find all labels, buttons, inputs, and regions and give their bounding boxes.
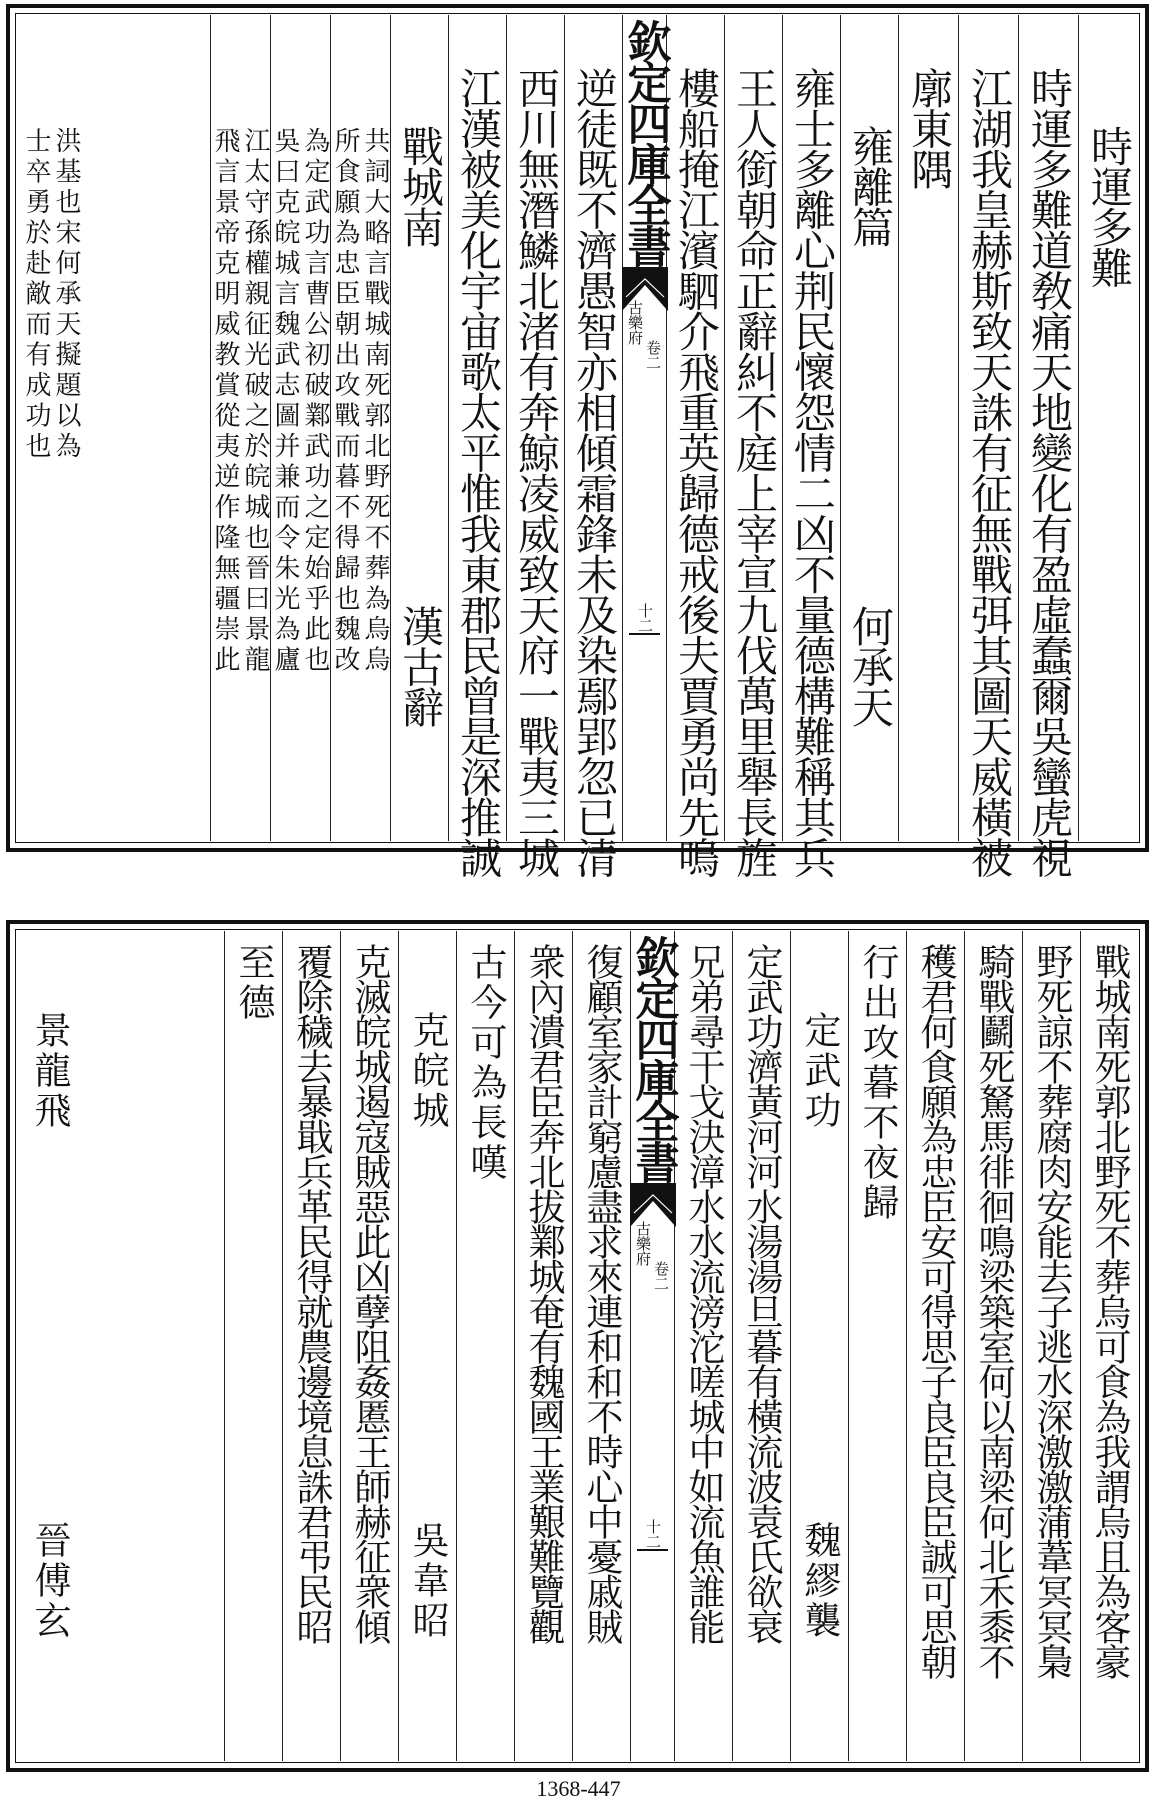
verse-line: 野死諒不葬腐肉安能去子逃水深激激蒲葦冥冥梟 xyxy=(1030,943,1073,1678)
bottom-col-5 xyxy=(848,931,906,1761)
center-divider xyxy=(629,633,660,635)
top-col-3 xyxy=(958,15,1018,877)
bottom-col-2 xyxy=(1022,931,1080,1761)
top-col-9 xyxy=(564,15,622,877)
bottom-page xyxy=(6,920,1149,1772)
commentary-line: 為定武功言曹公初破鄴武功之定始乎此也 xyxy=(300,127,330,676)
verse-line: 兄弟尋干戈決漳水水流滂沱嗟城中如流魚誰能 xyxy=(682,943,725,1643)
poem-author: 漢古辭 xyxy=(396,605,445,727)
verse-line: 逆徒既不濟愚智亦相傾霜鋒未及染鄢郢忽已清 xyxy=(570,67,619,877)
bottom-col-12 xyxy=(398,931,456,1761)
top-commentary-a xyxy=(330,15,390,841)
commentary-line: 江太守孫權親征光破之於皖城也晉曰景龍 xyxy=(240,127,270,676)
bottom-col-15 xyxy=(224,931,282,1761)
page-number: 十二 xyxy=(644,1519,662,1549)
poem-title: 克皖城 xyxy=(406,1011,449,1131)
verse-line: 樓船掩江濱駟介飛重英歸德戒後夫賈勇尚先鳴 xyxy=(672,67,721,877)
verse-line: 廓東隅 xyxy=(905,67,954,189)
top-col-7 xyxy=(724,15,782,877)
poem-title: 景龍飛 xyxy=(28,1011,71,1131)
top-center-column xyxy=(619,15,671,841)
bottom-col-9 xyxy=(572,931,630,1761)
bottom-col-16 xyxy=(17,931,224,1761)
top-page-columns xyxy=(17,15,1138,877)
poem-title: 時運多難 xyxy=(1085,125,1134,287)
poem-title: 戰城南 xyxy=(396,125,445,247)
top-page xyxy=(6,4,1149,877)
bottom-col-13 xyxy=(340,931,398,1761)
top-commentary-c xyxy=(210,15,270,841)
bottom-page-columns xyxy=(17,931,1138,1761)
verse-line: 時運多難道敎痛天地變化有盈虛蠢爾吳蠻虎視 xyxy=(1025,67,1074,877)
commentary-line: 飛言景帝克明威教賞從夷逆作隆無疆崇此 xyxy=(210,127,240,676)
poem-title: 雍離篇 xyxy=(846,125,895,247)
bottom-col-1 xyxy=(1080,931,1138,1761)
poem-title: 定武功 xyxy=(798,1011,841,1131)
commentary-line: 士卒勇於赴敵而有成功也 xyxy=(21,127,51,463)
bottom-col-10 xyxy=(514,931,572,1761)
top-col-10 xyxy=(506,15,564,877)
top-commentary-d xyxy=(17,15,210,841)
verse-line: 衆內潰君臣奔北拔鄴城奄有魏國王業艱難覽觀 xyxy=(522,943,565,1643)
commentary-line: 所食願為忠臣朝出攻戰而暮不得歸也魏改 xyxy=(330,127,360,676)
verse-line: 穫君何食願為忠臣安可得思子良臣良臣誠可思朝 xyxy=(914,943,957,1678)
verse-line: 西川無潛鱗北渚有奔鯨凌威致天府一戰夷三城 xyxy=(512,67,561,877)
verse-line: 覆除穢去暴戢兵革民得就農邊境息誅君弔民昭 xyxy=(290,943,333,1643)
book-header: 欽定四庫全書 xyxy=(619,19,671,265)
commentary-line: 吳曰克皖城言魏武志圖并兼而令朱光為廬 xyxy=(270,127,300,676)
book-header: 欽定四庫全書 xyxy=(627,935,679,1181)
commentary-line: 洪基也宋何承天擬題以為 xyxy=(51,127,81,463)
center-divider xyxy=(637,1549,668,1551)
bottom-col-8 xyxy=(674,931,732,1761)
top-col-12 xyxy=(390,15,448,841)
juan-number: 卷二 xyxy=(652,1261,670,1291)
juan-number: 卷二 xyxy=(644,340,662,370)
top-col-5 xyxy=(840,15,898,841)
top-col-4 xyxy=(898,15,958,841)
top-col-1 xyxy=(1078,15,1138,841)
bottom-col-14 xyxy=(282,931,340,1761)
bottom-col-7 xyxy=(732,931,790,1761)
bottom-col-3 xyxy=(964,931,1022,1761)
verse-line: 克滅皖城遏寇賊惡此凶孽阻姦慝王師赫征衆傾 xyxy=(348,943,391,1643)
poem-author: 何承天 xyxy=(846,605,895,727)
bottom-col-11 xyxy=(456,931,514,1761)
poem-author: 魏繆襲 xyxy=(798,1521,841,1641)
verse-line: 江漢被美化宇宙歌太平惟我東郡民曾是深推誠 xyxy=(454,67,503,877)
verse-line: 王人銜朝命正辭糾不庭上宰宣九伐萬里舉長旌 xyxy=(730,67,779,877)
verse-line: 騎戰鬬死駑馬徘徊鳴梁築室何以南梁何北禾黍不 xyxy=(972,943,1015,1678)
verse-line: 定武功濟黃河河水湯湯旦暮有橫流波袁氏欲衰 xyxy=(740,943,783,1643)
verse-line: 復顧室家計窮慮盡求來連和和不時心中憂戚賊 xyxy=(580,943,623,1643)
bottom-col-6 xyxy=(790,931,848,1761)
verse-line: 古今可為長嘆 xyxy=(464,943,507,1183)
verse-line: 江湖我皇赫斯致天誅有征無戰弭其圖天威橫被 xyxy=(965,67,1014,877)
verse-line: 至德 xyxy=(232,943,275,1023)
verse-line: 行出攻暮不夜歸 xyxy=(856,943,899,1223)
poem-author: 吳韋昭 xyxy=(406,1521,449,1641)
page-number: 十二 xyxy=(636,603,654,633)
top-col-8 xyxy=(666,15,724,877)
verse-line: 戰城南死郭北野死不葬烏可食為我謂烏且為客豪 xyxy=(1088,943,1131,1678)
top-col-6 xyxy=(782,15,840,877)
top-col-11 xyxy=(448,15,506,877)
top-commentary-b xyxy=(270,15,330,841)
verse-line: 雍士多離心荆民懷怨情二凶不量德構難稱其兵 xyxy=(788,67,837,877)
top-col-2 xyxy=(1018,15,1078,877)
section-name: 古樂府 xyxy=(626,300,644,345)
section-name: 古樂府 xyxy=(634,1221,652,1266)
bottom-center-column xyxy=(627,931,679,1761)
bottom-col-4 xyxy=(906,931,964,1761)
page-footer-number: 1368-447 xyxy=(536,1776,621,1801)
poem-author: 晉傅玄 xyxy=(28,1521,71,1641)
commentary-line: 共詞大略言戰城南死郭北野死不葬為烏烏 xyxy=(360,127,390,676)
